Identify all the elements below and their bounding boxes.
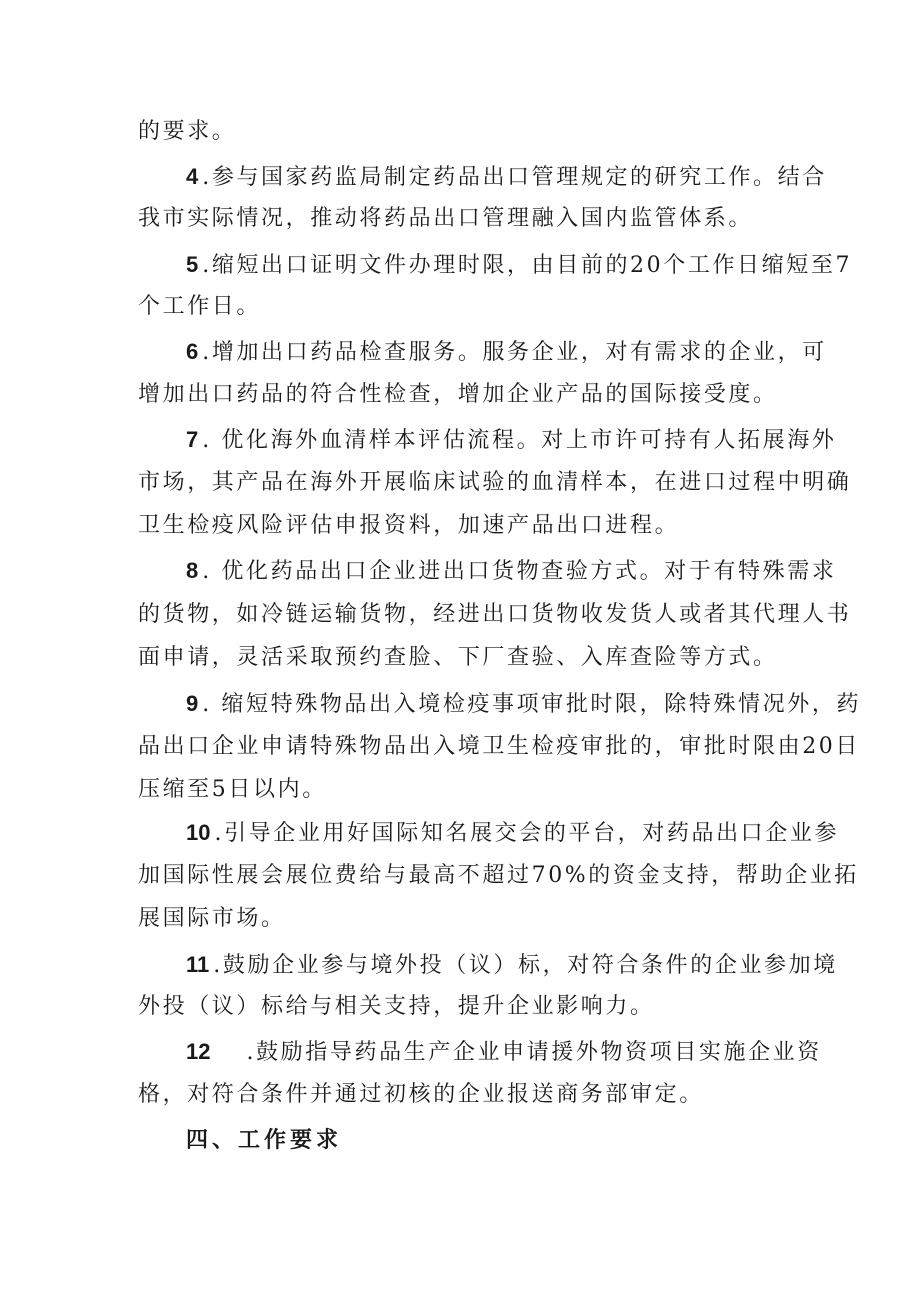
item-number: 6 — [186, 339, 199, 364]
item-text: .参与国家药监局制定药品出口管理规定的研究工作。结合 — [202, 165, 827, 190]
item-8-line-2: 的货物，如冷链运输货物，经进出口货物收发货人或者其代理人书 — [138, 602, 852, 627]
item-4-line-2: 我市实际情况，推动将药品出口管理融入国内监管体系。 — [138, 206, 754, 231]
item-9-line-1 — [186, 689, 862, 720]
item-text: .引导企业用好国际知名展交会的平台，对药品出口企业参 — [214, 821, 840, 846]
item-11-line-1 — [186, 950, 838, 981]
item-9-line-2: 品出口企业申请特殊物品出入境卫生检疫审批的，审批时限由20日 — [138, 734, 860, 759]
item-12-line-2: 格，对符合条件并通过初核的企业报送商务部审定。 — [138, 1082, 704, 1107]
item-5-line-2: 个工作日。 — [138, 294, 262, 319]
item-11-line-2: 外投（议）标给与相关支持，提升企业影响力。 — [138, 994, 655, 1019]
item-8-line-1 — [186, 556, 837, 587]
item-10-line-1 — [186, 818, 840, 849]
item-text: . 优化药品出口企业进出口货物查验方式。对于有特殊需求 — [202, 559, 837, 584]
item-4-line-1 — [186, 162, 828, 193]
section-heading: 四、工作要求 — [186, 1127, 343, 1153]
item-6-line-1 — [186, 337, 828, 368]
item-6-line-2: 增加出口药品的符合性检查，增加企业产品的国际接受度。 — [138, 382, 778, 407]
item-number: 5 — [186, 252, 199, 277]
item-5-line-1 — [186, 250, 853, 281]
item-7-line-1 — [186, 425, 837, 456]
item-10-line-3: 展国际市场。 — [138, 906, 286, 931]
item-text: .缩短出口证明文件办理时限，由目前的20个工作日缩短至7 — [202, 253, 853, 278]
item-number: 11 — [186, 952, 210, 977]
item-12-line-1 — [186, 1037, 828, 1068]
item-text: .鼓励指导药品生产企业申请援外物资项目实施企业资 — [246, 1040, 822, 1065]
item-text: . 优化海外血清样本评估流程。对上市许可持有人拓展海外 — [202, 428, 837, 453]
item-text: .增加出口药品检查服务。服务企业，对有需求的企业，可 — [202, 340, 827, 365]
item-7-line-2: 市场，其产品在海外开展临床试验的血清样本，在进口过程中明确 — [138, 470, 852, 495]
item-number: 8 — [186, 558, 199, 583]
item-9-line-3: 压缩至5日以内。 — [138, 777, 327, 802]
item-text: . 缩短特殊物品出入境检疫事项审批时限，除特殊情况外，药 — [202, 692, 862, 717]
item-number: 7 — [186, 427, 199, 452]
item-text: .鼓励企业参与境外投（议）标，对符合条件的企业参加境 — [213, 953, 838, 978]
item-10-line-2: 加国际性展会展位费给与最高不超过70%的资金支持，帮助企业拓 — [138, 863, 859, 888]
item-7-line-3: 卫生检疫风险评估申报资料，加速产品出口进程。 — [138, 513, 680, 538]
item-number: 12 — [186, 1039, 211, 1064]
intro-line: 的要求。 — [138, 119, 237, 144]
item-number: 4 — [186, 164, 199, 189]
item-number: 10 — [186, 820, 211, 845]
item-8-line-3: 面申请，灵活采取预约查脸、下厂查验、入库查险等方式。 — [138, 645, 778, 670]
item-number: 9 — [186, 691, 199, 716]
